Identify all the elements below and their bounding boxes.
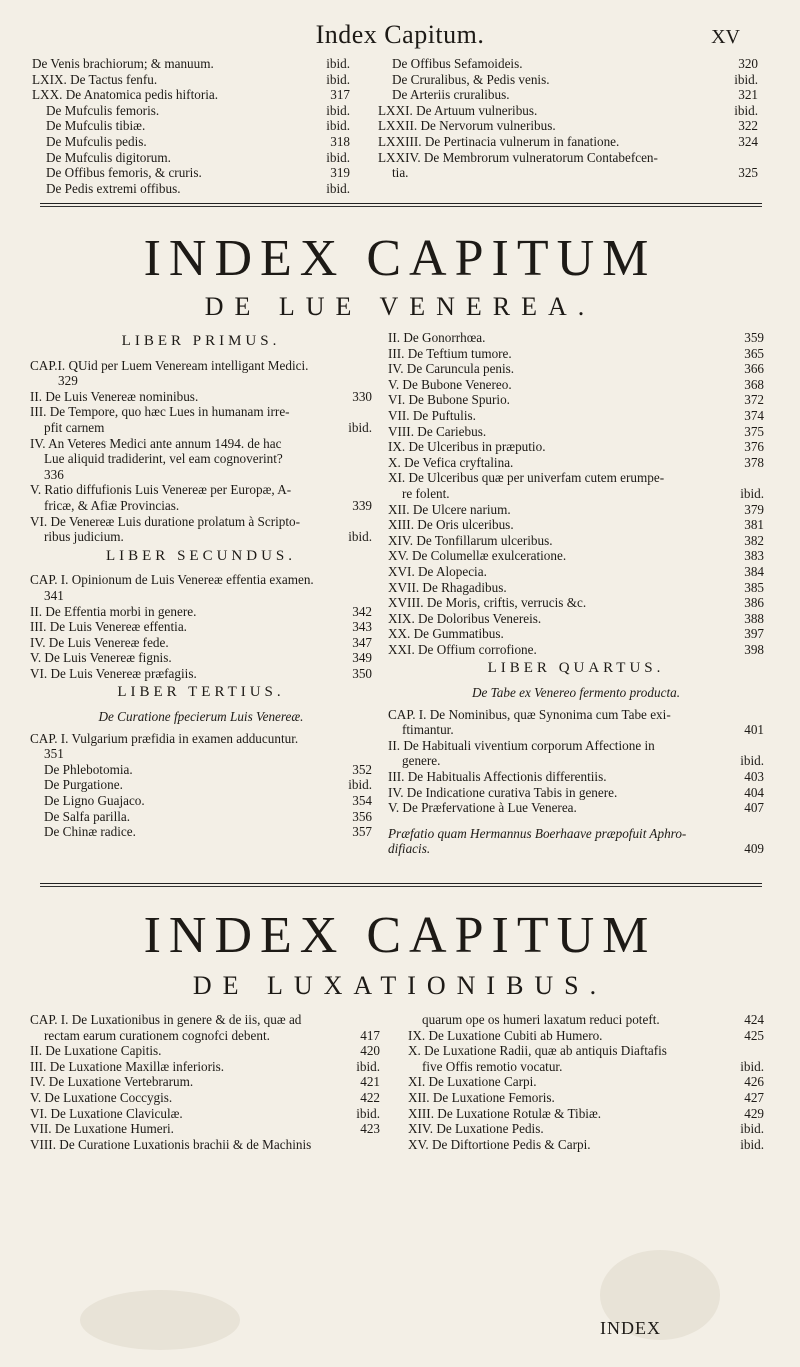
entry-title: De Venis brachiorum; & manuum. [32,56,214,71]
entry-title: De Pedis extremi offibus. [46,180,181,196]
index-entry [408,1059,764,1075]
entry-page: 385 [744,579,764,595]
index-entry [30,529,372,545]
entry-page: 398 [744,641,764,657]
entry-page: 342 [352,603,372,619]
entry-title: pfit carnem [44,419,105,435]
index-entry [30,731,372,747]
entry-page: 366 [744,361,764,377]
index-entry [378,165,758,181]
entry-page: 320 [738,56,758,71]
index-entry [378,134,758,150]
entry-title: re folent. [402,485,450,501]
entry-title: XX. De Gummatibus. [388,626,504,642]
index-entry [32,56,350,72]
entry-title: IX. De Ulceribus in præputio. [388,439,546,455]
entry-title: LXX. De Anatomica pedis hiftoria. [32,87,219,103]
section2-left-column [30,1012,380,1152]
index-entry [30,777,372,793]
entry-title: LXXIII. De Pertinacia vulnerum in fanatione. [378,133,620,149]
entry-title: difiacis. [388,841,431,857]
index-entry [408,1074,764,1090]
entry-page: ibid. [326,149,350,165]
italic-subheading: De Curatione fpecierum Luis Venereæ. [98,709,304,725]
entry-title: V. De Præfervatione à Lue Venerea. [388,800,577,816]
book-heading: LIBER QUARTUS. [487,660,665,677]
entry-title: XV. De Diftortione Pedis & Carpi. [408,1136,591,1152]
entry-page: ibid. [326,56,350,71]
index-entry [30,358,372,374]
entry-title: tia. [392,165,409,181]
index-entry [30,1059,380,1075]
top-left-column [32,56,350,196]
entry-page: ibid. [326,71,350,87]
entry-page: 372 [744,392,764,408]
entry-title: IV. De Caruncula penis. [388,361,515,377]
entry-page: 401 [744,722,764,738]
entry-page: 343 [352,619,372,635]
index-entry [32,165,350,181]
book-heading: LIBER PRIMUS. [121,333,281,349]
entry-page: 376 [744,439,764,455]
entry-title: De Mufculis femoris. [46,102,160,118]
entry-title: De Phlebotomia. [44,761,133,777]
entry-page: 339 [352,497,372,513]
index-entry [30,1106,380,1122]
index-entry [388,502,764,518]
index-entry [30,1043,380,1059]
index-entry [408,1028,764,1044]
entry-page: ibid. [348,777,372,793]
entry-page: 317 [330,87,350,103]
entry-title: XI. De Ulceribus quæ per univerfam cutem erumpe- [388,470,665,486]
entry-title: VI. De Bubone Spurio. [388,392,510,408]
entry-title: ftimantur. [402,722,454,738]
index-entry [388,800,764,816]
index-entry [388,517,764,533]
entry-title: five Offis remotio vocatur. [422,1058,563,1074]
entry-page: ibid. [740,485,764,501]
index-entry [30,404,372,420]
index-entry [408,1121,764,1137]
entry-title: XVII. De Rhagadibus. [388,579,507,595]
italic-subheading: Præfatio quam Hermannus Boerhaave præpofuit Aphro- [388,825,687,841]
italic-subheading: De Tabe ex Venereo fermento producta. [471,685,680,701]
entry-title: X. De Vefica cryftalina. [388,454,514,470]
entry-page: 368 [744,376,764,392]
entry-page: 417 [360,1027,380,1043]
entry-page: ibid. [348,419,372,435]
index-entry [30,420,372,436]
entry-page: 378 [744,454,764,470]
entry-title: V. De Luxatione Coccygis. [30,1089,173,1105]
catchword: INDEX [600,1318,661,1338]
index-entry [30,824,372,840]
entry-title: XIX. De Doloribus Venereis. [388,610,542,626]
entry-page: 375 [744,423,764,439]
section2-subtitle: DE LUXATIONIBUS. [192,971,608,1000]
index-entry [30,666,372,682]
entry-page: 330 [352,388,372,404]
section2-right-column [408,1012,764,1152]
entry-page: ibid. [740,1058,764,1074]
entry-page: 407 [744,800,764,816]
index-entry [30,514,372,530]
entry-page: 383 [744,548,764,564]
entry-title: VIII. De Cariebus. [388,423,487,439]
index-entry [388,595,764,611]
index-entry [388,470,764,486]
entry-page: 423 [360,1121,380,1137]
index-entry [30,809,372,825]
index-entry [388,769,764,785]
entry-title: XVI. De Alopecia. [388,563,487,579]
running-header [0,20,800,60]
entry-page: 319 [330,165,350,181]
index-entry [30,436,372,452]
entry-page: 349 [352,650,372,666]
entry-page: 388 [744,610,764,626]
entry-title: II. De Gonorrhœa. [388,330,486,345]
entry-title: De Mufculis tibiæ. [46,118,146,134]
index-entry [30,762,372,778]
entry-title: ribus judicium. [44,529,124,545]
section1-left-column [30,330,372,840]
index-entry [30,1090,380,1106]
index-entry [388,392,764,408]
entry-title: II. De Habituali viventium corporum Affectione in [388,737,655,753]
index-entry [378,72,758,88]
index-entry [30,635,372,651]
entry-title: De Cruralibus, & Pedis venis. [392,71,550,87]
entry-page: 426 [744,1074,764,1090]
index-entry [388,346,764,362]
entry-page: 409 [744,841,764,857]
index-entry [388,580,764,596]
index-entry [30,1137,380,1153]
entry-title: XVIII. De Moris, criftis, verrucis &c. [388,595,587,611]
entry-title: VIII. De Curatione Luxationis brachii & de Machinis [30,1136,312,1152]
index-entry [388,486,764,502]
entry-page: 427 [744,1089,764,1105]
index-entry [388,707,764,723]
entry-title: III. De Teftium tumore. [388,345,512,361]
entry-page: ibid. [356,1058,380,1074]
entry-page: ibid. [356,1105,380,1121]
entry-title: quarum ope os humeri laxatum reduci poteft. [422,1012,660,1027]
paper-stain [80,1290,240,1350]
entry-title: CAP. I. Opinionum de Luis Venereæ effentia examen. [30,572,314,588]
index-entry [30,604,372,620]
index-entry [388,424,764,440]
entry-title: III. De Tempore, quo hæc Lues in humanam irre- [30,404,290,420]
entry-page: 374 [744,407,764,423]
index-entry [388,753,764,769]
entry-title: XI. De Luxatione Carpi. [408,1074,537,1090]
index-entry [30,389,372,405]
entry-title: De Mufculis pedis. [46,133,147,149]
index-entry [388,722,764,738]
section-divider [40,883,762,884]
entry-page: 420 [360,1043,380,1059]
entry-title: CAP. I. De Nominibus, quæ Synonima cum Tabe exi- [388,706,671,722]
index-entry [388,738,764,754]
entry-title: 351 [44,746,64,762]
index-entry [388,377,764,393]
entry-title: II. De Effentia morbi in genere. [30,603,197,619]
index-entry [388,455,764,471]
entry-page: ibid. [326,118,350,134]
index-entry [30,746,372,762]
index-entry [378,87,758,103]
entry-page: 422 [360,1089,380,1105]
entry-page: 384 [744,563,764,579]
entry-title: VI. De Venereæ Luis duratione prolatum à Scripto- [30,513,301,529]
entry-title: CAP.I. QUid per Luem Veneream intelligant Medici. [30,357,309,373]
entry-page: 421 [360,1074,380,1090]
index-entry [30,482,372,498]
index-entry [388,611,764,627]
index-entry [30,650,372,666]
entry-title: LXXII. De Nervorum vulneribus. [378,118,556,134]
section-divider [40,203,762,204]
entry-title: II. De Luxatione Capitis. [30,1043,162,1059]
entry-title: IV. An Veteres Medici ante annum 1494. de hac [30,435,282,451]
entry-title: 336 [44,466,64,482]
entry-title: VI. De Luxatione Claviculæ. [30,1105,183,1121]
entry-title: IV. De Luxatione Vertebrarum. [30,1074,194,1090]
index-entry [388,361,764,377]
index-entry [30,588,372,604]
entry-title: CAP. I. De Luxationibus in genere & de iis, quæ ad [30,1012,302,1027]
entry-title: XV. De Columellæ exulceratione. [388,548,567,564]
entry-title: De Arteriis cruralibus. [392,87,510,103]
index-entry [32,134,350,150]
entry-title: LXIX. De Tactus fenfu. [32,71,158,87]
entry-page: 356 [352,808,372,824]
index-entry [30,1028,380,1044]
entry-title: VII. De Luxatione Humeri. [30,1121,174,1137]
entry-title: De Offibus Sefamoideis. [392,56,523,71]
index-entry [388,626,764,642]
index-entry [30,1012,380,1028]
index-entry [388,330,764,346]
entry-page: 347 [352,634,372,650]
entry-page: 359 [744,330,764,345]
entry-title: LXXIV. De Membrorum vulneratorum Contabefcen- [378,149,658,165]
index-entry [32,72,350,88]
entry-page: ibid. [734,71,758,87]
entry-title: De Purgatione. [44,777,123,793]
entry-page: 354 [352,793,372,809]
section2-title: INDEX CAPITUM [143,907,657,964]
entry-title: XIV. De Luxatione Pedis. [408,1121,544,1137]
entry-title: V. Ratio diffufionis Luis Venereæ per Europæ, A- [30,482,292,498]
entry-title: De Salfa parilla. [44,808,131,824]
entry-title: XIII. De Oris ulceribus. [388,517,514,533]
section1-title: INDEX CAPITUM [143,230,657,287]
index-entry [30,793,372,809]
index-entry [30,498,372,514]
index-entry [408,1090,764,1106]
index-entry [32,103,350,119]
running-title: Index Capitum. [315,20,485,49]
entry-page: 352 [352,761,372,777]
index-entry [388,785,764,801]
entry-title: III. De Habitualis Affectionis differentiis. [388,769,607,785]
index-entry [408,1043,764,1059]
index-entry [378,150,758,166]
page-number: XV [711,26,740,48]
entry-title: V. De Bubone Venereo. [388,376,512,392]
entry-title: VII. De Puftulis. [388,407,476,423]
entry-page: 324 [738,133,758,149]
entry-page: 350 [352,665,372,681]
index-entry [32,87,350,103]
index-entry [30,373,372,389]
entry-title: VI. De Luis Venereæ præfagiis. [30,665,197,681]
entry-title: genere. [402,753,441,769]
book-heading: LIBER TERTIUS. [117,684,285,701]
entry-title: rectam earum curationem cognofci debent. [44,1027,270,1043]
entry-page: ibid. [740,753,764,769]
entry-page: 381 [744,517,764,533]
index-entry [30,619,372,635]
index-entry [30,467,372,483]
entry-page: 322 [738,118,758,134]
index-entry [30,1121,380,1137]
entry-page: ibid. [326,102,350,118]
entry-title: XII. De Luxatione Femoris. [408,1089,555,1105]
index-entry [388,439,764,455]
index-entry [408,1106,764,1122]
entry-page: ibid. [326,180,350,196]
entry-title: IX. De Luxatione Cubiti ab Humero. [408,1027,603,1043]
section1-subtitle: DE LUE VENEREA. [204,292,596,321]
index-entry [408,1137,764,1153]
entry-title: 329 [58,373,78,389]
index-entry [32,181,350,197]
index-entry [388,408,764,424]
entry-page: 386 [744,595,764,611]
entry-page: 321 [738,87,758,103]
entry-page: 429 [744,1105,764,1121]
entry-title: V. De Luis Venereæ fignis. [30,650,172,666]
entry-title: XXI. De Offium corrofione. [388,641,537,657]
index-entry [378,103,758,119]
entry-title: De Offibus femoris, & cruris. [46,165,202,181]
entry-title: De Chinæ radice. [44,824,136,840]
entry-title: De Ligno Guajaco. [44,793,145,809]
index-entry [30,1074,380,1090]
entry-title: XIV. De Tonfillarum ulceribus. [388,532,553,548]
index-entry [388,548,764,564]
entry-title: II. De Luis Venereæ nominibus. [30,388,199,404]
entry-title: IV. De Luis Venereæ fede. [30,634,169,650]
entry-page: 379 [744,501,764,517]
index-entry [32,118,350,134]
index-entry [408,1012,764,1028]
entry-title: IV. De Indicatione curativa Tabis in genere. [388,784,618,800]
entry-title: fricæ, & Afiæ Provincias. [44,497,180,513]
index-entry [388,841,764,857]
entry-title: LXXI. De Artuum vulneribus. [378,102,538,118]
entry-page: 404 [744,784,764,800]
top-right-column [378,56,758,181]
entry-title: De Mufculis digitorum. [46,149,171,165]
index-entry [30,451,372,467]
entry-page: 325 [738,165,758,181]
index-entry [378,118,758,134]
entry-page: ibid. [740,1136,764,1152]
entry-page: ibid. [740,1121,764,1137]
index-entry [388,642,764,658]
index-entry [388,564,764,580]
entry-title: 341 [44,587,64,603]
entry-title: X. De Luxatione Radii, quæ ab antiquis Diaftafis [408,1043,667,1059]
index-entry [388,533,764,549]
entry-page: 382 [744,532,764,548]
entry-title: XII. De Ulcere narium. [388,501,511,517]
entry-title: III. De Luxatione Maxillæ inferioris. [30,1058,225,1074]
entry-page: 357 [352,824,372,840]
entry-page: 318 [330,133,350,149]
entry-title: III. De Luis Venereæ effentia. [30,619,187,635]
entry-page: 403 [744,769,764,785]
index-entry [30,572,372,588]
entry-page: 424 [744,1012,764,1027]
entry-page: ibid. [348,529,372,545]
index-entry [32,150,350,166]
entry-page: 365 [744,345,764,361]
section1-right-column [388,330,764,857]
entry-title: Lue aliquid tradiderint, vel eam cognoverint? [44,451,283,467]
entry-page: 397 [744,626,764,642]
entry-title: CAP. I. Vulgarium præfidia in examen adducuntur. [30,730,299,746]
index-entry [378,56,758,72]
entry-page: ibid. [734,102,758,118]
entry-title: XIII. De Luxatione Rotulæ & Tibiæ. [408,1105,602,1121]
book-heading: LIBER SECUNDUS. [105,547,296,564]
entry-page: 425 [744,1027,764,1043]
